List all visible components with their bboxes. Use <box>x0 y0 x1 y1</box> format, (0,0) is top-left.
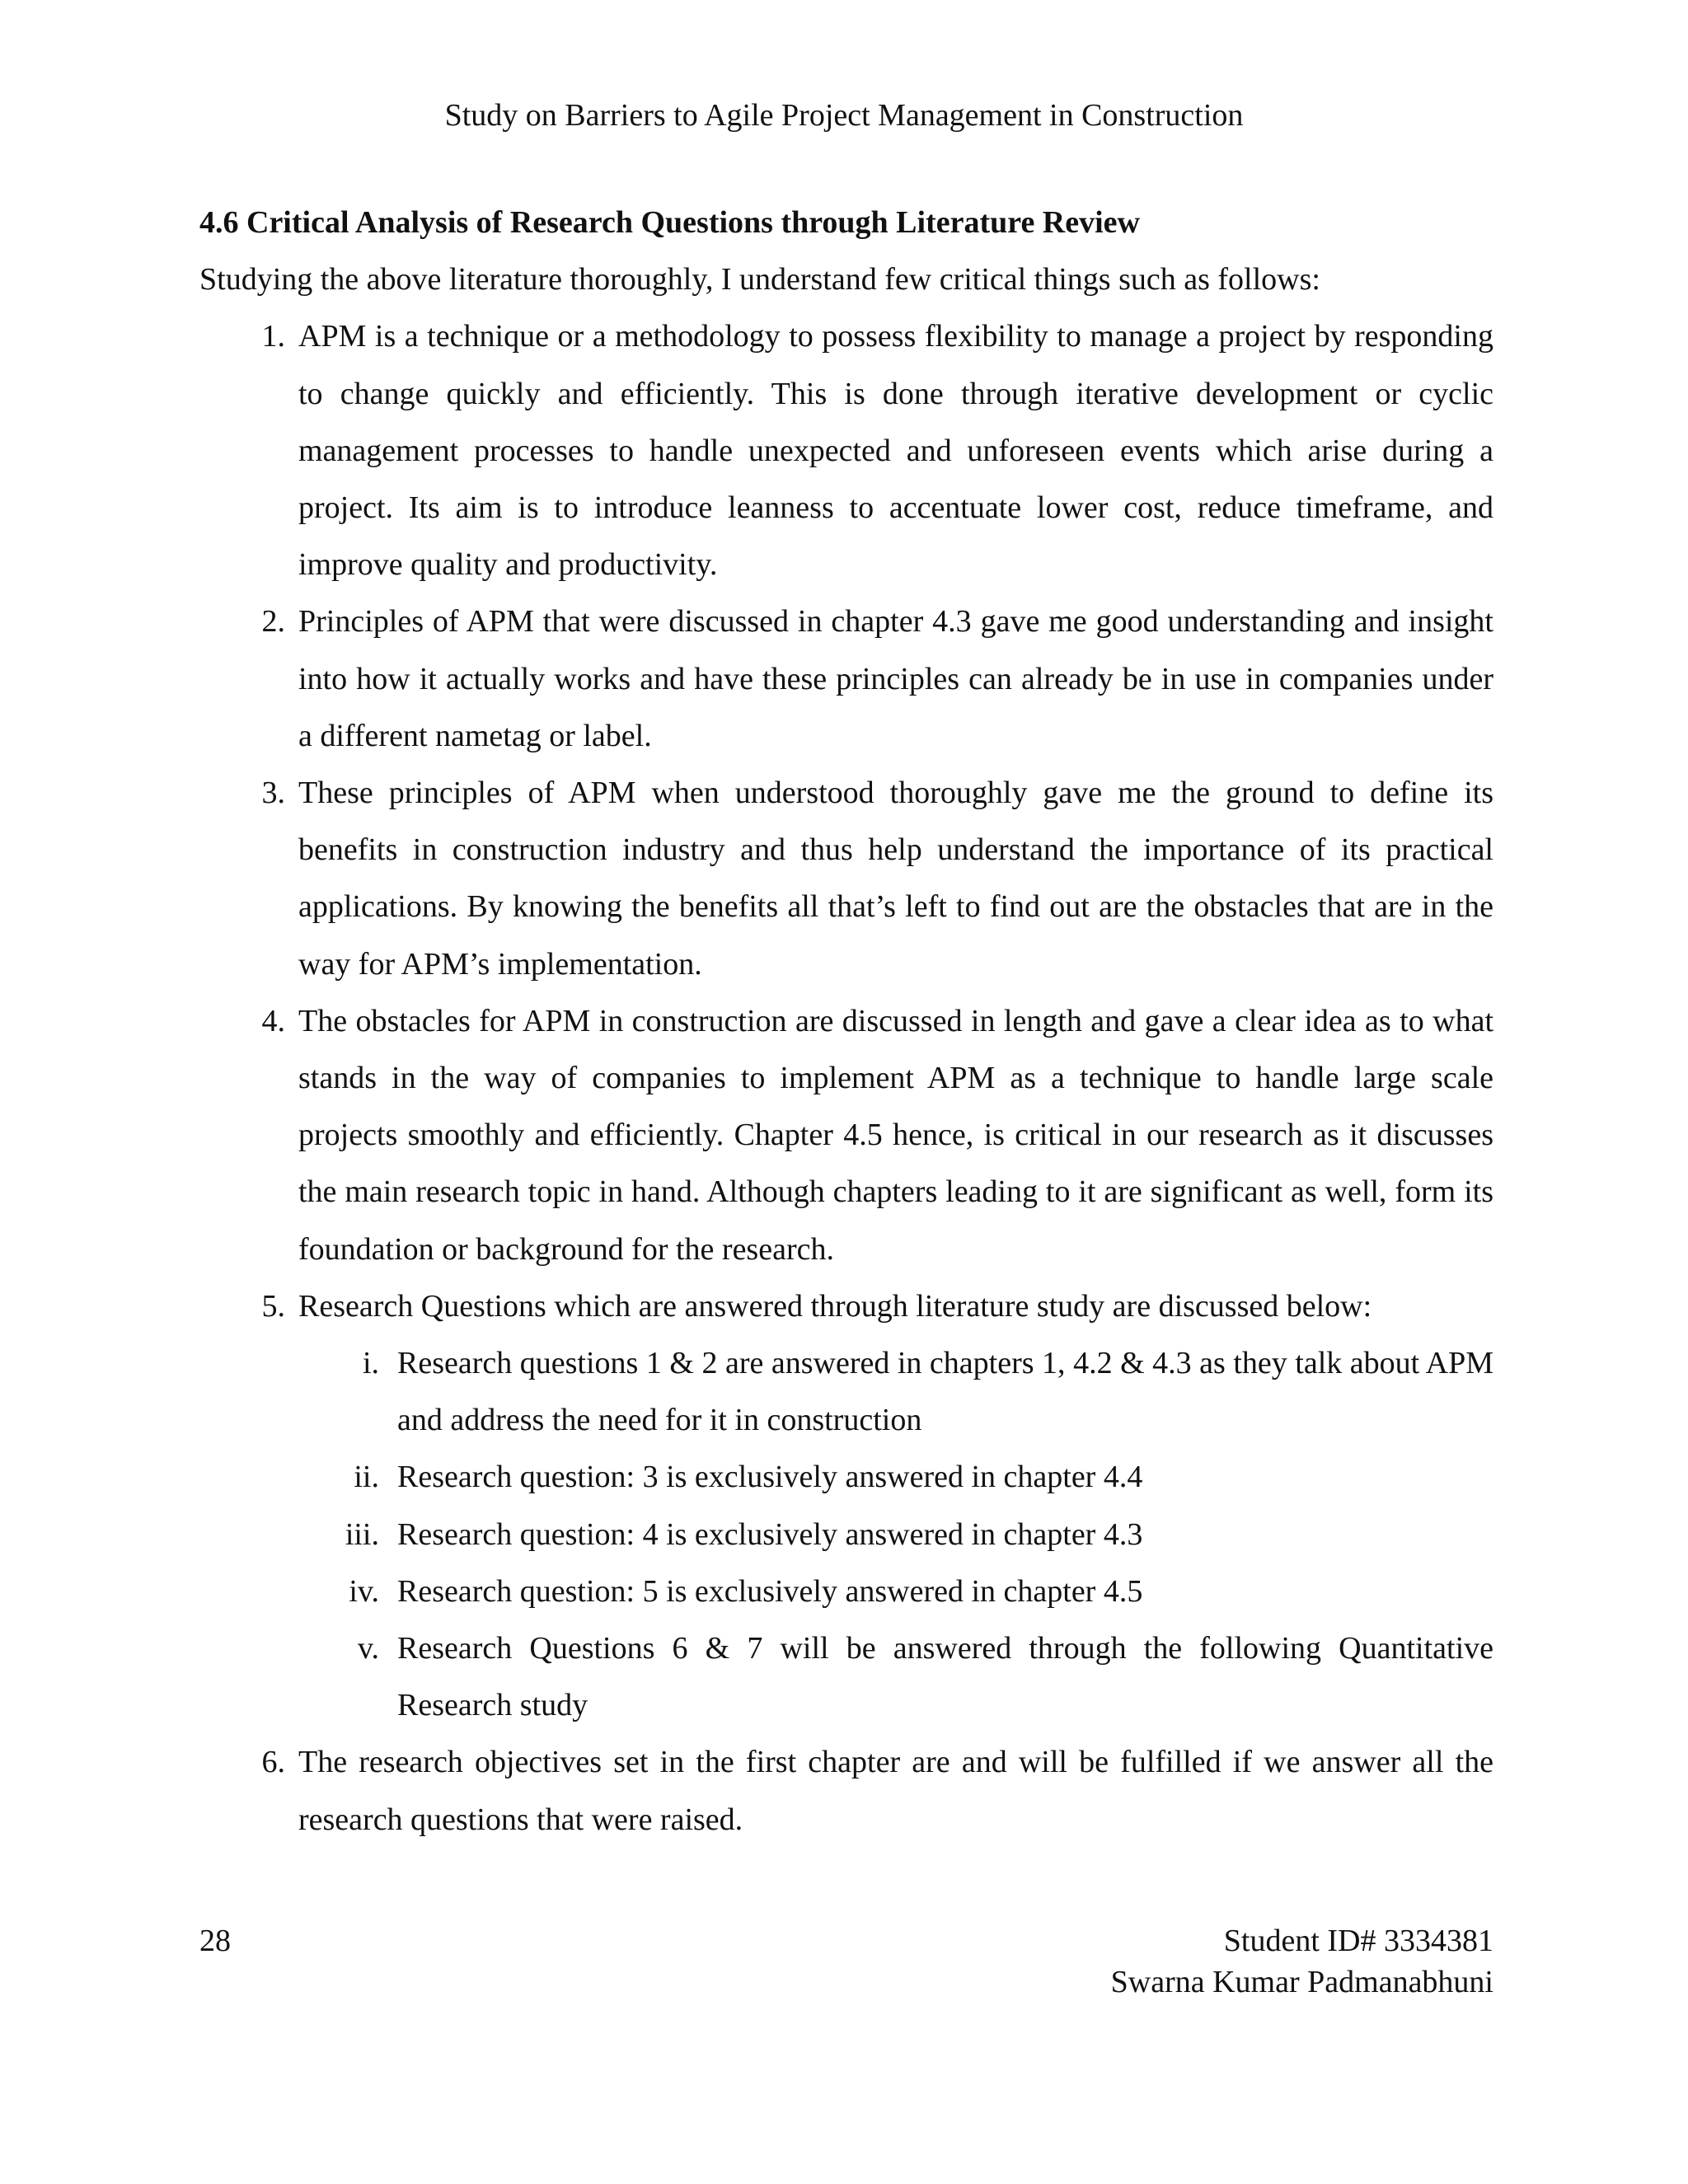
roman-sublist <box>298 1335 1493 1734</box>
list-item-number: 3. <box>261 776 285 811</box>
list-item-number: 5. <box>261 1288 285 1324</box>
sublist-item <box>298 1620 1493 1734</box>
sublist-item-number: iii. <box>345 1516 379 1552</box>
sublist-item-text: Research questions 1 & 2 are answered in chapters 1, 4.2 & 4.3 as they talk about APM and address the need for it in construction <box>397 1346 1493 1438</box>
sublist-item <box>298 1449 1493 1506</box>
student-id: Student ID# 3334381 <box>1223 1924 1493 1958</box>
intro-paragraph: Studying the above literature thoroughly, I understand few critical things such as follows: <box>199 262 1320 298</box>
list-item-text: APM is a technique or a methodology to possess flexibility to manage a project by responding to change quickly and efficiently. This is done through iterative development or cyclic management processes to handle unexpected and unforeseen events which arise during a project. Its aim is to introduce leanness to accentuate lower cost, reduce timeframe, and improve quality and productivity. <box>298 319 1493 583</box>
list-item-text: The research objectives set in the first chapter are and will be fulfilled if we answer all the research questions that were raised. <box>298 1745 1493 1837</box>
sublist-item-text: Research Questions 6 & 7 will be answered through the following Quantitative Research study <box>397 1631 1493 1723</box>
sublist-item-number: i. <box>362 1346 379 1381</box>
sublist-item <box>298 1507 1493 1563</box>
list-item <box>199 765 1493 993</box>
list-item-text: Research Questions which are answered through literature study are discussed below: <box>298 1288 1372 1324</box>
list-item-number: 1. <box>261 319 285 354</box>
list-item-text: The obstacles for APM in construction are discussed in length and gave a clear idea as to what stands in the way of companies to implement APM as a technique to handle large scale projects smoothly and efficiently. Chapter 4.5 hence, is critical in our research as it discusses the main research topic in hand. Although chapters leading to it are significant as well, form its foundation or background for the research. <box>298 1003 1493 1267</box>
list-item <box>199 1734 1493 1848</box>
numbered-list <box>199 308 1493 1848</box>
page-number: 28 <box>199 1924 231 1958</box>
list-item <box>199 593 1493 765</box>
list-item-number: 6. <box>261 1745 285 1780</box>
list-item-number: 2. <box>261 604 285 640</box>
list-item <box>199 993 1493 1278</box>
sublist-item <box>298 1563 1493 1620</box>
author-name: Swarna Kumar Padmanabhuni <box>1110 1965 1493 1999</box>
page-body <box>199 194 1493 1849</box>
list-item-number: 4. <box>261 1003 285 1038</box>
list-item <box>199 1278 1493 1735</box>
sublist-item-number: v. <box>357 1631 379 1666</box>
list-item-text: These principles of APM when understood thoroughly gave me the ground to define its benefits in construction industry and thus help understand the importance of its practical applications. By knowing the benefits all that’s left to find out are the obstacles that are in the way for APM’s implementation. <box>298 776 1493 982</box>
list-item-text: Principles of APM that were discussed in chapter 4.3 gave me good understanding and insight into how it actually works and have these principles can already be in use in companies under a different nametag or label. <box>298 604 1493 753</box>
sublist-item-number: ii. <box>354 1460 379 1495</box>
sublist-item <box>298 1335 1493 1449</box>
sublist-item-text: Research question: 5 is exclusively answered in chapter 4.5 <box>397 1573 1143 1609</box>
section-heading: 4.6 Critical Analysis of Research Questions through Literature Review <box>199 205 1140 240</box>
sublist-item-number: iv. <box>349 1573 379 1609</box>
running-header: Study on Barriers to Agile Project Management in Construction <box>444 98 1244 133</box>
sublist-item-text: Research question: 3 is exclusively answered in chapter 4.4 <box>397 1460 1143 1495</box>
sublist-item-text: Research question: 4 is exclusively answered in chapter 4.3 <box>397 1516 1143 1552</box>
footer-author-block <box>1111 1920 1493 2003</box>
list-item <box>199 308 1493 593</box>
